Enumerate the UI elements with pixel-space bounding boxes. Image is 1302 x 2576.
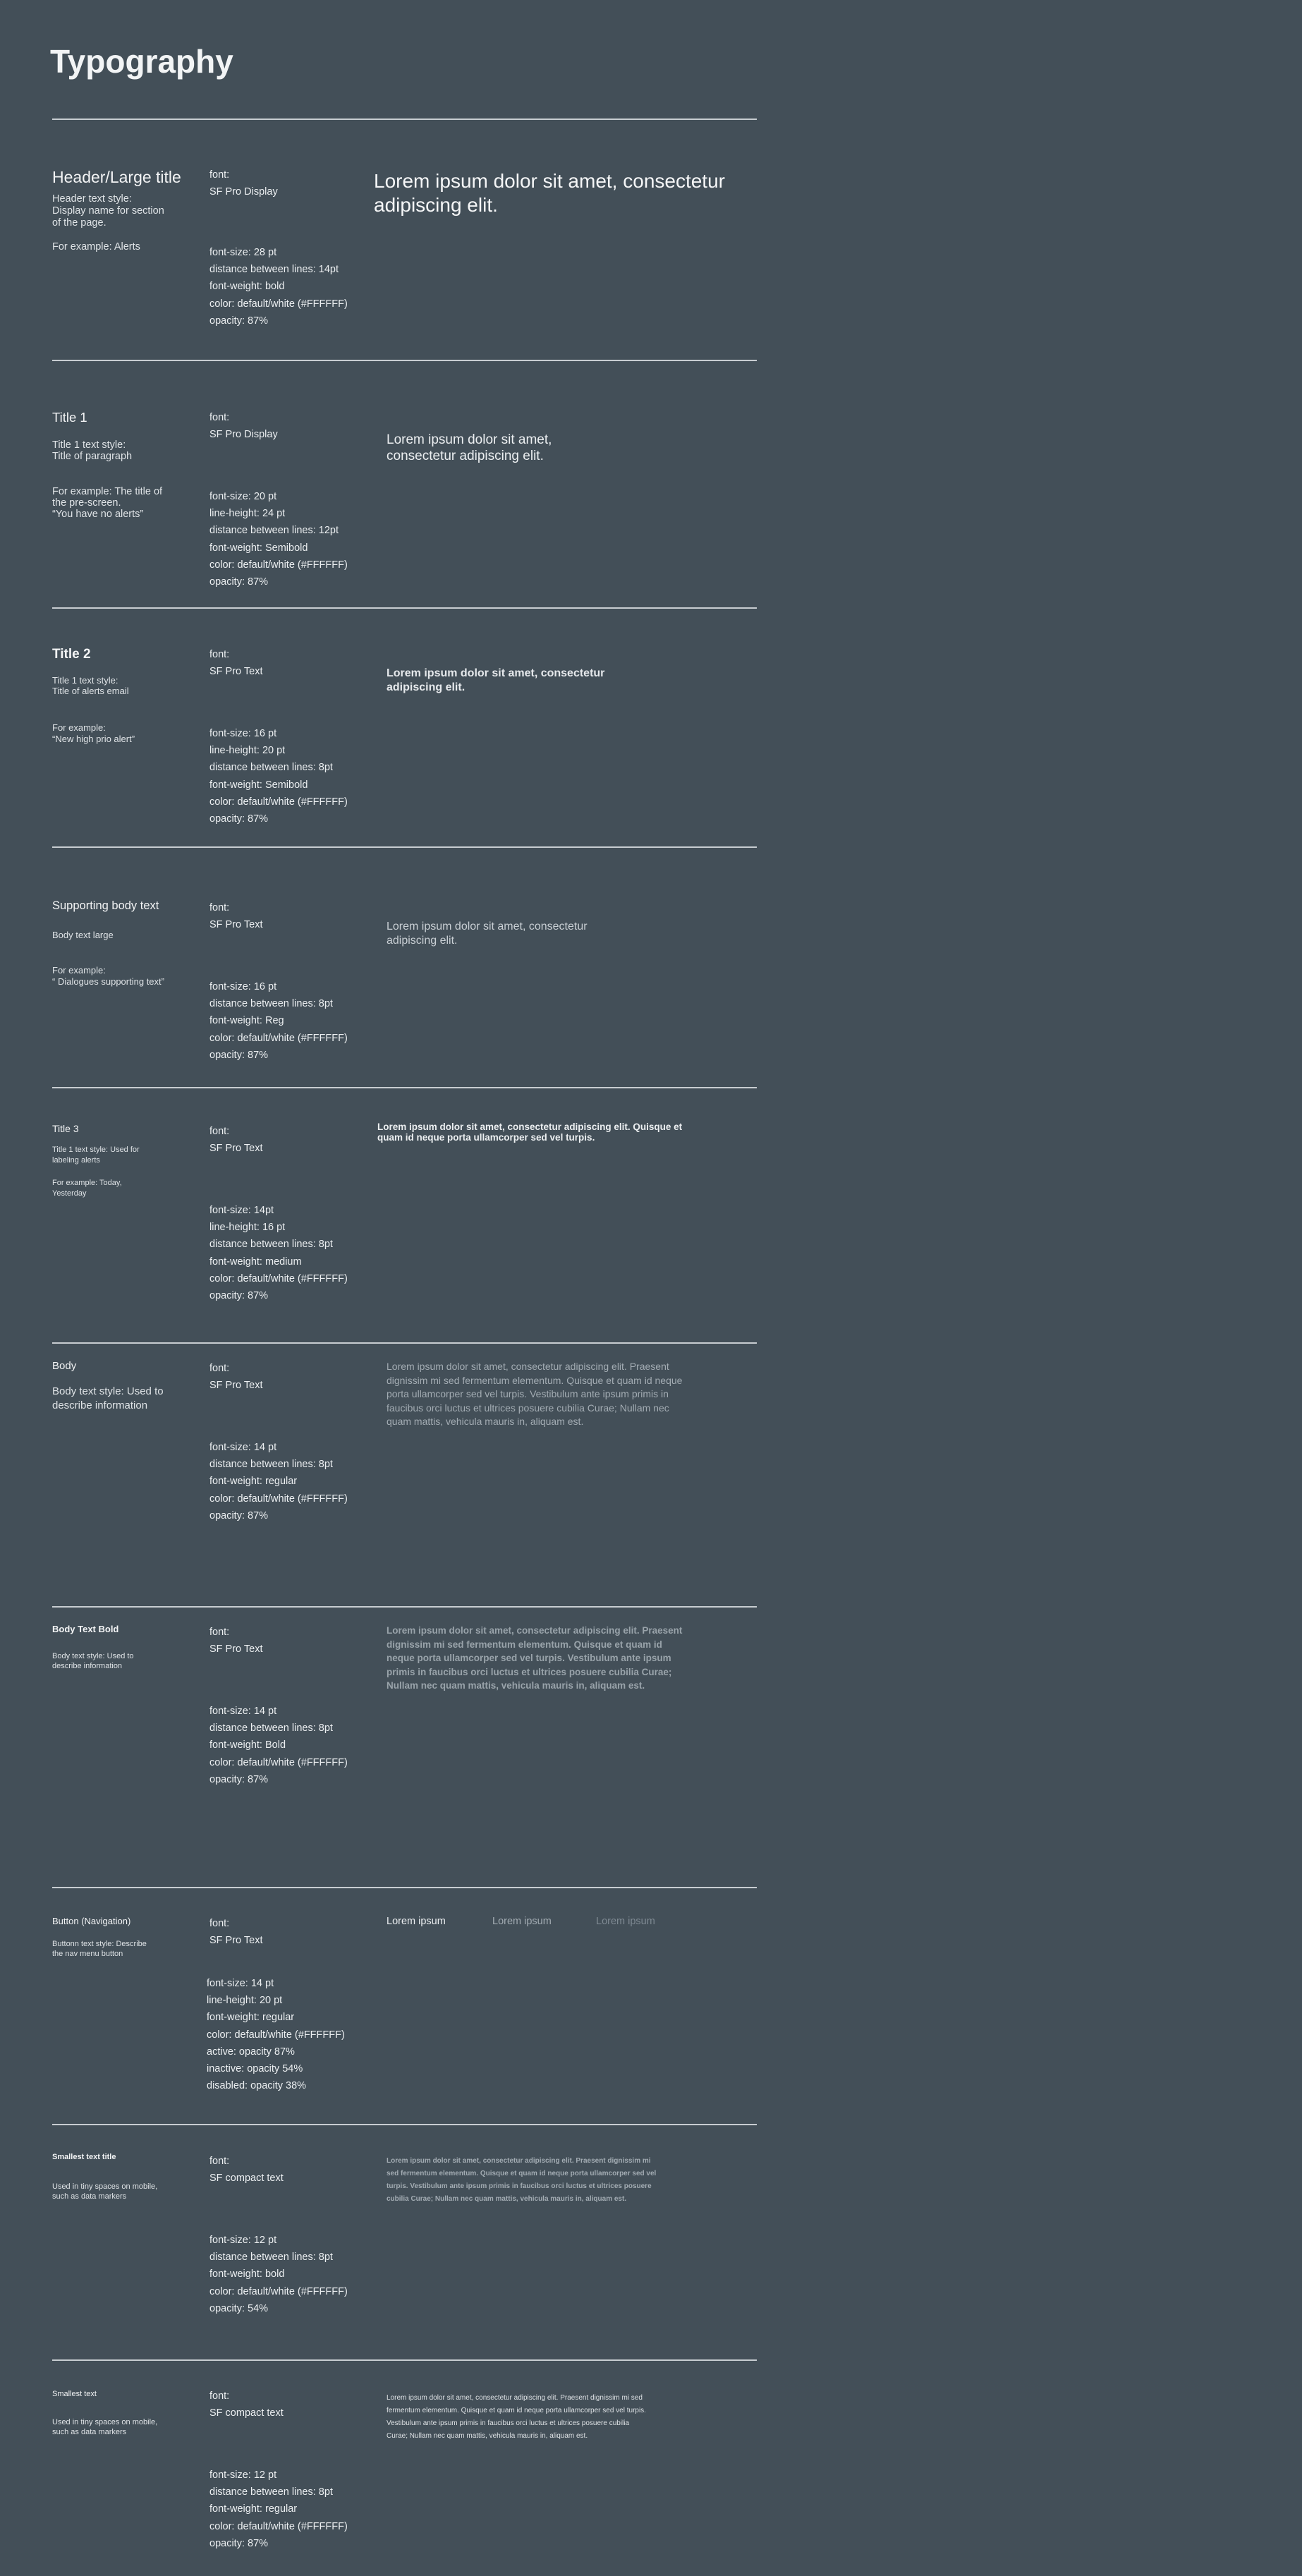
font-specs xyxy=(209,1439,348,1524)
section-divider-right xyxy=(210,607,757,609)
style-name: Smallest text title xyxy=(52,2153,116,2161)
spec-inactive-opacity: inactive: opacity 54% xyxy=(207,2063,303,2075)
spec-font-size: font-size: 16 pt xyxy=(209,728,277,739)
spec-opacity: opacity: 54% xyxy=(209,2302,269,2314)
spec-line-height: line-height: 24 pt xyxy=(209,508,286,520)
spec-line-height: line-height: 16 pt xyxy=(209,1222,286,1234)
font-label: font: xyxy=(209,1918,230,1929)
style-example: For example: “ Dialogues supporting text” xyxy=(52,965,164,987)
spec-active-opacity: active: opacity 87% xyxy=(207,2046,295,2058)
style-description: Used in tiny spaces on mobile, such as data markers xyxy=(52,2418,158,2436)
sample-text: Lorem ipsum dolor sit amet, consectetur adipiscing elit. Quisque et quam id neque porta ullamcorper sed vel turpis. xyxy=(377,1122,683,1143)
page-title: Typography xyxy=(50,43,233,80)
font-name: SF Pro Text xyxy=(209,1380,263,1391)
section-divider-right xyxy=(210,1887,757,1888)
font-name: SF Pro Text xyxy=(209,1935,263,1946)
style-name: Body Text Bold xyxy=(52,1624,119,1634)
style-description: Body text style: Used to describe information xyxy=(52,1385,164,1411)
font-specs xyxy=(209,2467,348,2552)
sample-text: Lorem ipsum dolor sit amet, consectetur adipiscing elit. xyxy=(387,921,588,947)
font-label: font: xyxy=(209,1363,230,1374)
font-name: SF compact text xyxy=(209,2407,284,2419)
spec-font-size: font-size: 20 pt xyxy=(209,491,277,502)
spec-font-weight: font-weight: bold xyxy=(209,281,285,293)
spec-opacity: opacity: 87% xyxy=(209,315,269,327)
spec-font-size: font-size: 28 pt xyxy=(209,247,277,258)
spec-line-distance: distance between lines: 8pt xyxy=(209,2486,333,2498)
section-divider-right xyxy=(210,1342,757,1344)
font-label: font: xyxy=(209,2390,230,2402)
nav-button-disabled: Lorem ipsum xyxy=(596,1916,655,1927)
spec-color: color: default/white (#FFFFFF) xyxy=(207,2029,345,2041)
section-divider-left xyxy=(52,1342,221,1344)
spec-line-distance: distance between lines: 8pt xyxy=(209,2252,333,2264)
font-name: SF compact text xyxy=(209,2173,284,2184)
spec-line-distance: distance between lines: 14pt xyxy=(209,264,339,276)
spec-opacity: opacity: 87% xyxy=(209,813,269,825)
sample-text: Lorem ipsum dolor sit amet, consectetur adipiscing elit. Praesent dignissim mi sed fermentum elementum. Quisque et quam id neque porta ullamcorper sed vel turpis. Vestibulum ante ipsum primis in faucibus orci luctus et ultrices posuere cubilia Curae; Nullam nec quam mattis, vehicula mauris in, aliquam est. xyxy=(387,2157,657,2203)
spec-font-size: font-size: 16 pt xyxy=(209,981,277,992)
style-description: Body text large xyxy=(52,930,114,940)
font-name: SF Pro Text xyxy=(209,919,263,930)
spec-line-distance: distance between lines: 8pt xyxy=(209,998,333,1010)
spec-line-distance: distance between lines: 8pt xyxy=(209,1723,333,1734)
style-example: For example: “New high prio alert” xyxy=(52,722,135,744)
font-label: font: xyxy=(209,1627,230,1638)
spec-font-weight: font-weight: Semibold xyxy=(209,779,308,791)
font-specs xyxy=(209,1202,348,1304)
nav-button-active[interactable]: Lorem ipsum xyxy=(387,1916,446,1927)
font-name: SF Pro Text xyxy=(209,666,263,677)
spec-line-distance: distance between lines: 12pt xyxy=(209,525,339,537)
font-label: font: xyxy=(209,902,230,913)
font-name: SF Pro Display xyxy=(209,186,278,198)
font-specs xyxy=(209,725,348,827)
font-label: font: xyxy=(209,2156,230,2167)
font-specs xyxy=(209,244,348,329)
font-specs xyxy=(209,1703,348,1788)
spec-line-height: line-height: 20 pt xyxy=(209,745,286,757)
spec-color: color: default/white (#FFFFFF) xyxy=(209,2285,348,2297)
font-specs xyxy=(209,2232,348,2317)
spec-opacity: opacity: 87% xyxy=(209,1509,269,1521)
style-name: Title 1 xyxy=(52,410,87,425)
spec-color: color: default/white (#FFFFFF) xyxy=(209,1272,348,1284)
spec-line-distance: distance between lines: 8pt xyxy=(209,762,333,774)
spec-font-weight: font-weight: regular xyxy=(207,2012,295,2024)
font-name: SF Pro Text xyxy=(209,1644,263,1655)
style-name: Supporting body text xyxy=(52,899,159,912)
spec-disabled-opacity: disabled: opacity 38% xyxy=(207,2080,307,2092)
style-description: Used in tiny spaces on mobile, such as data markers xyxy=(52,2182,158,2201)
section-divider-left xyxy=(52,119,221,120)
style-description: Body text style: Used to describe information xyxy=(52,1652,134,1670)
section-divider-right xyxy=(210,2359,757,2361)
spec-font-size: font-size: 12 pt xyxy=(209,2235,277,2246)
style-description: Title 1 text style: Title of alerts email xyxy=(52,675,129,696)
spec-font-weight: font-weight: Semibold xyxy=(209,542,308,554)
font-specs xyxy=(209,488,348,590)
section-divider-right xyxy=(210,2124,757,2125)
spec-color: color: default/white (#FFFFFF) xyxy=(209,559,348,571)
spec-line-distance: distance between lines: 8pt xyxy=(209,1459,333,1471)
font-label: font: xyxy=(209,1126,230,1137)
spec-color: color: default/white (#FFFFFF) xyxy=(209,796,348,808)
section-divider-left xyxy=(52,2359,221,2361)
sample-text: Lorem ipsum dolor sit amet, consectetur adipiscing elit. xyxy=(374,170,725,216)
spec-font-weight: font-weight: medium xyxy=(209,1256,302,1268)
section-divider-left xyxy=(52,1887,221,1888)
font-label: font: xyxy=(209,412,230,423)
style-description: Title 1 text style: Used for labeling alerts xyxy=(52,1146,140,1165)
style-description: Title 1 text style: Title of paragraph xyxy=(52,439,133,462)
section-divider-left xyxy=(52,360,221,361)
spec-color: color: default/white (#FFFFFF) xyxy=(209,298,348,310)
section-divider-left xyxy=(52,607,221,609)
section-divider-left xyxy=(52,846,221,848)
font-label: font: xyxy=(209,649,230,660)
font-specs xyxy=(209,978,348,1064)
sample-text: Lorem ipsum dolor sit amet, consectetur adipiscing elit. Praesent dignissim mi sed fermentum elementum. Quisque et quam id neque porta ullamcorper sed vel turpis. Vestibulum ante ipsum primis in faucibus orci luctus et ultrices posuere cubilia Curae; Nullam nec quam mattis, vehicula mauris in, aliquam est. xyxy=(387,1361,683,1428)
style-description: Buttonn text style: Describe the nav menu button xyxy=(52,1940,147,1958)
font-name: SF Pro Text xyxy=(209,1143,263,1154)
spec-color: color: default/white (#FFFFFF) xyxy=(209,2520,348,2532)
style-name: Title 2 xyxy=(52,647,91,662)
spec-line-height: line-height: 20 pt xyxy=(207,1995,283,2007)
spec-opacity: opacity: 87% xyxy=(209,576,269,588)
sample-text: Lorem ipsum dolor sit amet, consectetur adipiscing elit. xyxy=(387,432,552,463)
spec-color: color: default/white (#FFFFFF) xyxy=(209,1756,348,1768)
style-name: Body xyxy=(52,1360,77,1372)
spec-font-size: font-size: 14 pt xyxy=(207,1978,274,1989)
section-divider-right xyxy=(210,119,757,120)
spec-font-size: font-size: 12 pt xyxy=(209,2469,277,2481)
spec-opacity: opacity: 87% xyxy=(209,2537,269,2549)
style-name: Header/Large title xyxy=(52,168,181,186)
spec-color: color: default/white (#FFFFFF) xyxy=(209,1493,348,1505)
spec-opacity: opacity: 87% xyxy=(209,1773,269,1785)
section-divider-left xyxy=(52,1087,221,1088)
style-example: For example: Alerts xyxy=(52,241,140,253)
style-name: Button (Navigation) xyxy=(52,1916,131,1926)
spec-opacity: opacity: 87% xyxy=(209,1049,269,1061)
spec-font-weight: font-weight: regular xyxy=(209,1476,298,1488)
section-divider-left xyxy=(52,2124,221,2125)
sample-text: Lorem ipsum dolor sit amet, consectetur adipiscing elit. Praesent dignissim mi sed fermentum elementum. Quisque et quam id neque porta ullamcorper sed vel turpis. Vestibulum ante ipsum primis in faucibus orci luctus et ultrices posuere cubilia Curae; Nullam nec quam mattis, vehicula mauris in, aliquam est. xyxy=(387,1625,683,1691)
spec-font-weight: font-weight: bold xyxy=(209,2268,285,2280)
spec-font-size: font-size: 14 pt xyxy=(209,1706,277,1717)
spec-line-distance: distance between lines: 8pt xyxy=(209,1239,333,1251)
font-name: SF Pro Display xyxy=(209,429,278,440)
spec-font-size: font-size: 14pt xyxy=(209,1205,274,1216)
font-label: font: xyxy=(209,169,230,181)
section-divider-right xyxy=(210,1087,757,1088)
style-example: For example: Today, Yesterday xyxy=(52,1179,122,1198)
spec-color: color: default/white (#FFFFFF) xyxy=(209,1032,348,1044)
style-name: Title 3 xyxy=(52,1123,79,1134)
spec-font-weight: font-weight: regular xyxy=(209,2503,298,2515)
sample-text: Lorem ipsum dolor sit amet, consectetur adipiscing elit. xyxy=(387,667,605,693)
spec-font-size: font-size: 14 pt xyxy=(209,1442,277,1453)
section-divider-right xyxy=(210,846,757,848)
nav-button-inactive[interactable]: Lorem ipsum xyxy=(492,1916,552,1927)
section-divider-left xyxy=(52,1606,221,1608)
spec-font-weight: font-weight: Bold xyxy=(209,1739,286,1751)
spec-opacity: opacity: 87% xyxy=(209,1290,269,1302)
sample-text: Lorem ipsum dolor sit amet, consectetur adipiscing elit. Praesent dignissim mi sed fermentum elementum. Quisque et quam id neque porta ullamcorper sed vel turpis. Vestibulum ante ipsum primis in faucibus orci luctus et ultrices posuere cubilia Curae; Nullam nec quam mattis, vehicula mauris in, aliquam est. xyxy=(387,2394,646,2440)
style-description: Header text style: Display name for section of the page. xyxy=(52,193,164,229)
font-specs xyxy=(207,1975,345,2094)
section-divider-right xyxy=(210,360,757,361)
style-example: For example: The title of the pre-screen. “You have no alerts” xyxy=(52,486,163,520)
section-divider-right xyxy=(210,1606,757,1608)
spec-font-weight: font-weight: Reg xyxy=(209,1015,284,1027)
style-name: Smallest text xyxy=(52,2390,97,2398)
